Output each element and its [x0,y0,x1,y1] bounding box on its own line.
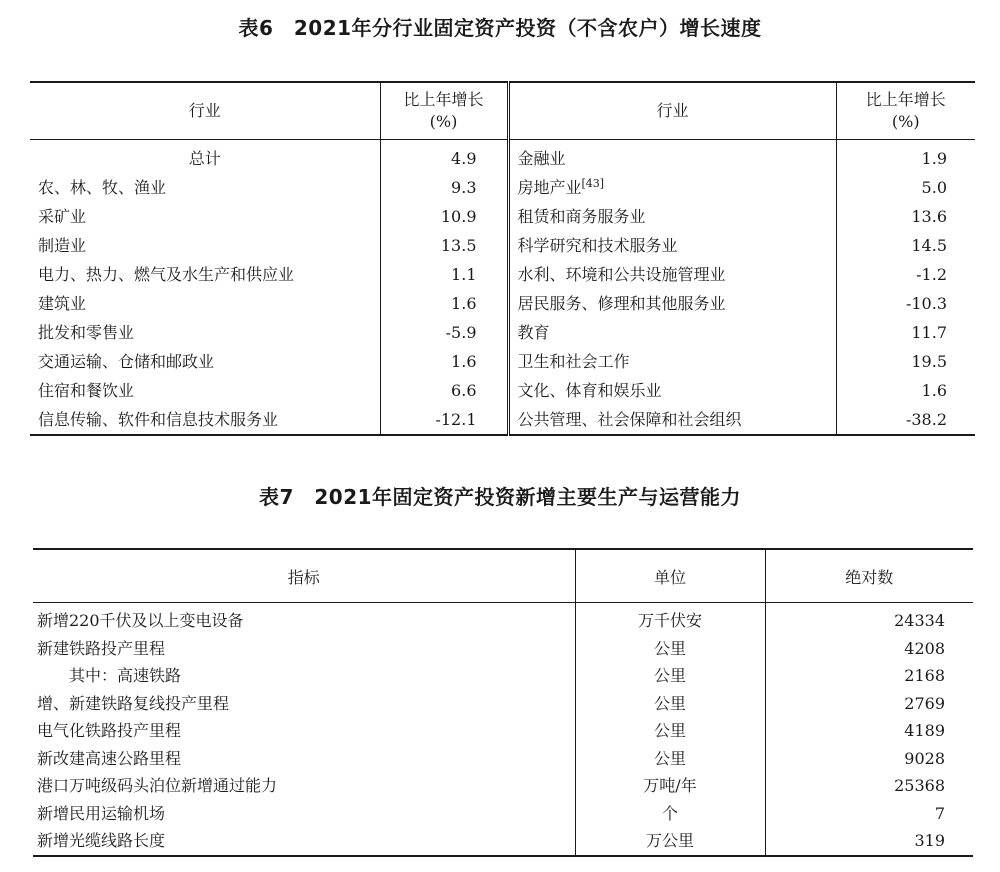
industry-name-with-note [508,173,836,202]
table-row [33,690,973,718]
growth-value: 10.9 [380,202,508,231]
industry-name: 农、林、牧、渔业 [38,178,167,197]
table7-header-row [33,549,973,603]
absolute-value: 2168 [765,662,973,690]
table-row [30,347,975,376]
table6-title: 表6 2021年分行业固定资产投资（不含农户）增长速度 [238,16,762,40]
table-row [33,635,973,663]
indicator-name: 新建铁路投产里程 [37,638,166,658]
table6 [30,81,975,436]
industry-name: 总计 [188,149,221,168]
table7-header-absolute: 绝对数 [765,549,973,603]
growth-value: -1.2 [836,260,975,289]
growth-value: 1.6 [380,347,508,376]
growth-value: 1.9 [836,140,975,174]
growth-value: 11.7 [836,318,975,347]
table6-header-growth-unit: (%) [891,112,920,131]
table-row [33,745,973,773]
indicator-name: 其中：高速铁路 [69,666,182,686]
industry-name: 居民服务、修理和其他服务业 [508,289,836,318]
unit-cell: 个 [575,800,765,828]
table-row [33,827,973,856]
growth-value: -5.9 [380,318,508,347]
table-row [30,173,975,202]
unit-cell: 公里 [575,717,765,745]
unit-cell: 公里 [575,635,765,663]
industry-name: 租赁和商务服务业 [508,202,836,231]
table-row [30,231,975,260]
indicator-name: 港口万吨级码头泊位新增通过能力 [37,776,278,796]
growth-value: 1.1 [380,260,508,289]
table-row [33,717,973,745]
indicator-name: 新增民用运输机场 [37,803,166,823]
industry-name: 交通运输、仓储和邮政业 [38,352,215,371]
table6-header-growth-label: 比上年增长 [403,90,484,109]
unit-cell: 公里 [575,745,765,773]
unit-cell: 公里 [575,690,765,718]
table-row [30,140,975,174]
table-row [30,318,975,347]
growth-value: 1.6 [836,376,975,405]
table-row [33,800,973,828]
absolute-value: 4208 [765,635,973,663]
growth-value: -38.2 [836,405,975,435]
absolute-value: 24334 [765,603,973,635]
industry-name: 信息传输、软件和信息技术服务业 [38,410,279,429]
indicator-name: 新增220千伏及以上变电设备 [37,611,244,631]
growth-value: 9.3 [380,173,508,202]
absolute-value: 2769 [765,690,973,718]
unit-cell: 公里 [575,662,765,690]
absolute-value: 9028 [765,745,973,773]
table6-header-industry-left: 行业 [30,82,380,140]
industry-name: 水利、环境和公共设施管理业 [508,260,836,289]
table-row [33,662,973,690]
industry-name: 批发和零售业 [38,323,135,342]
growth-value: 5.0 [836,173,975,202]
industry-name: 教育 [508,318,836,347]
table-row [33,772,973,800]
growth-value: -10.3 [836,289,975,318]
indicator-name: 电气化铁路投产里程 [37,721,182,741]
industry-name: 住宿和餐饮业 [38,381,135,400]
table6-header-growth-left [380,82,508,140]
absolute-value: 4189 [765,717,973,745]
table7-title: 表7 2021年固定资产投资新增主要生产与运营能力 [258,485,742,509]
industry-name: 建筑业 [38,294,87,313]
growth-value: 14.5 [836,231,975,260]
unit-cell: 万吨/年 [575,772,765,800]
table-row [30,260,975,289]
growth-value: 1.6 [380,289,508,318]
industry-name: 采矿业 [38,207,87,226]
indicator-name: 增、新建铁路复线投产里程 [37,693,230,713]
industry-name: 公共管理、社会保障和社会组织 [508,405,836,435]
industry-name: 房地产业 [517,178,582,197]
indicator-name: 新改建高速公路里程 [37,748,182,768]
unit-cell: 万公里 [575,827,765,856]
industry-name: 文化、体育和娱乐业 [508,376,836,405]
industry-name: 金融业 [508,140,836,174]
growth-value: -12.1 [380,405,508,435]
industry-name: 科学研究和技术服务业 [508,231,836,260]
table7 [33,548,973,857]
absolute-value: 7 [765,800,973,828]
table6-header-growth-right [836,82,975,140]
growth-value: 13.6 [836,202,975,231]
industry-name: 卫生和社会工作 [508,347,836,376]
growth-value: 13.5 [380,231,508,260]
table7-header-indicator: 指标 [33,549,575,603]
table6-header-growth-unit: (%) [429,112,458,131]
unit-cell: 万千伏安 [575,603,765,635]
table-row [30,405,975,435]
industry-name: 电力、热力、燃气及水生产和供应业 [38,265,295,284]
table6-header-industry-right: 行业 [508,82,836,140]
table-row [30,376,975,405]
table6-header-row [30,82,975,140]
growth-value: 6.6 [380,376,508,405]
absolute-value: 319 [765,827,973,856]
growth-value: 19.5 [836,347,975,376]
footnote-ref: [43] [581,177,605,190]
table6-header-growth-label: 比上年增长 [865,90,946,109]
table-row [30,289,975,318]
absolute-value: 25368 [765,772,973,800]
table7-header-unit: 单位 [575,549,765,603]
industry-name: 制造业 [38,236,87,255]
table-row [33,603,973,635]
indicator-name: 新增光缆线路长度 [37,831,166,851]
growth-value: 4.9 [380,140,508,174]
table-row [30,202,975,231]
